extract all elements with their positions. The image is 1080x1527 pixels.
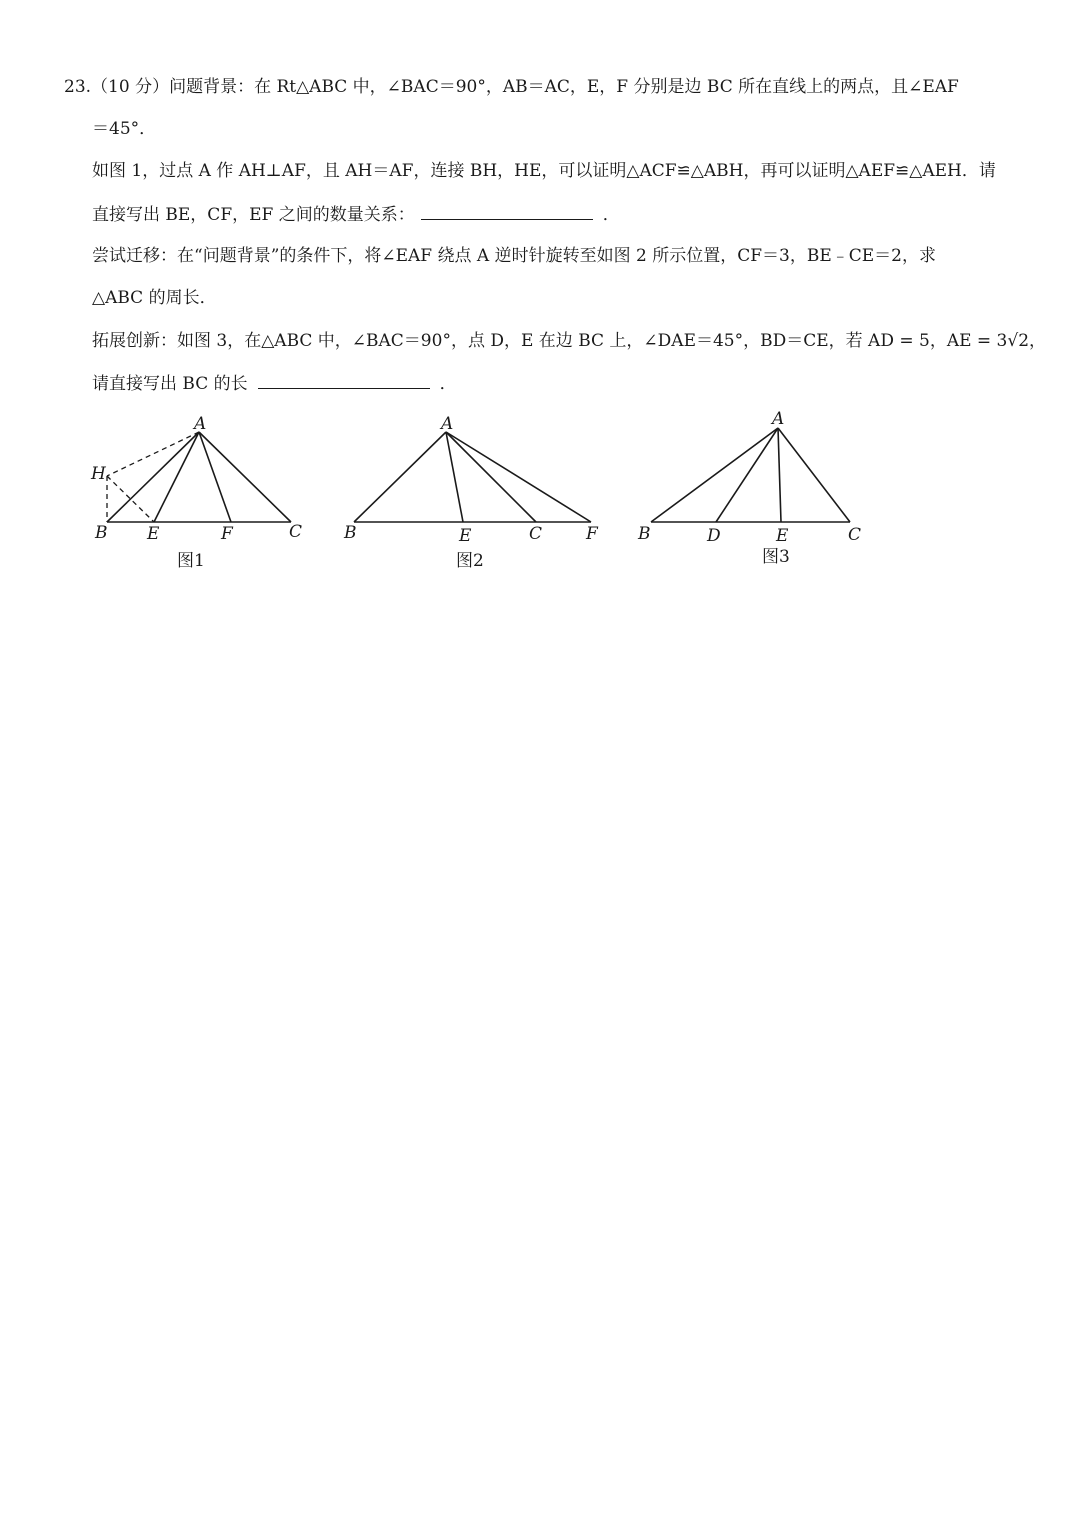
fig2-label-b: B [344, 523, 357, 543]
fig1-label-a: A [194, 414, 207, 434]
fig2-segment-af [446, 432, 591, 522]
fig1-label-e: E [147, 524, 160, 544]
fig1-label-c: C [289, 522, 303, 542]
answer-blank-bc[interactable] [258, 372, 430, 389]
fig3-label-a: A [772, 409, 785, 429]
fig3-segment-ad [716, 428, 778, 522]
fig3-caption: 图3 [762, 547, 790, 567]
geometry-figures [0, 400, 1080, 580]
relation-question: 直接写出 BE，CF，EF 之间的数量关系： [92, 205, 415, 225]
fig2-label-f: F [586, 524, 598, 544]
fig3-label-d: D [707, 526, 721, 546]
fig1-label-h: H [91, 464, 106, 484]
problem-line-3: 如图 1，过点 A 作 AH⊥AF，且 AH＝AF，连接 BH，HE，可以证明△ACF≌△ABH，再可以证明△AEF≌△AEH．请 [92, 161, 996, 181]
fig3-segment-ab [651, 428, 778, 522]
fig1-label-f: F [221, 524, 233, 544]
problem-line-7: 拓展创新：如图 3，在△ABC 中，∠BAC＝90°，点 D，E 在边 BC 上，∠DAE＝45°，BD＝CE，若 AD = 5，AE = 3√2， [92, 331, 1047, 351]
problem-line-1: 23.（10 分）问题背景：在 Rt△ABC 中，∠BAC＝90°，AB＝AC，E，F 分别是边 BC 所在直线上的两点，且∠EAF [64, 77, 959, 97]
fig3-label-c: C [848, 525, 862, 545]
fig1-segment-af [199, 432, 231, 522]
fig1-segment-ae [154, 432, 199, 522]
bc-question: 请直接写出 BC 的长 [92, 374, 248, 394]
fig2-label-c: C [529, 524, 543, 544]
fig2-label-a: A [441, 414, 454, 434]
figure-1 [90, 414, 302, 571]
fig3-segment-ae [778, 428, 781, 522]
fig3-label-e: E [776, 526, 789, 546]
fig2-caption: 图2 [456, 551, 484, 571]
figure-3 [637, 409, 861, 567]
problem-line-6: △ABC 的周长． [92, 288, 217, 308]
fig3-segment-ac [778, 428, 850, 522]
bc-period: ． [439, 374, 457, 394]
problem-line-8 [92, 372, 457, 395]
fig1-caption: 图1 [177, 551, 205, 571]
fig2-segment-ab [354, 432, 446, 522]
fig1-segment-ah [107, 432, 199, 476]
fig1-segment-ab [107, 432, 199, 522]
problem-line-5: 尝试迁移：在“问题背景”的条件下，将∠EAF 绕点 A 逆时针旋转至如图 2 所示位置，CF＝3，BE﹣CE＝2，求 [92, 246, 936, 266]
figure-2 [343, 414, 599, 571]
problem-line-2: ＝45°． [92, 119, 157, 139]
fig1-label-b: B [95, 523, 108, 543]
problem-line-4 [92, 203, 620, 226]
fig1-segment-ac [199, 432, 291, 522]
fig2-label-e: E [459, 526, 472, 546]
relation-period: ． [602, 205, 620, 225]
fig2-segment-ac [446, 432, 536, 522]
answer-blank-relation[interactable] [421, 203, 593, 220]
fig3-label-b: B [638, 524, 651, 544]
